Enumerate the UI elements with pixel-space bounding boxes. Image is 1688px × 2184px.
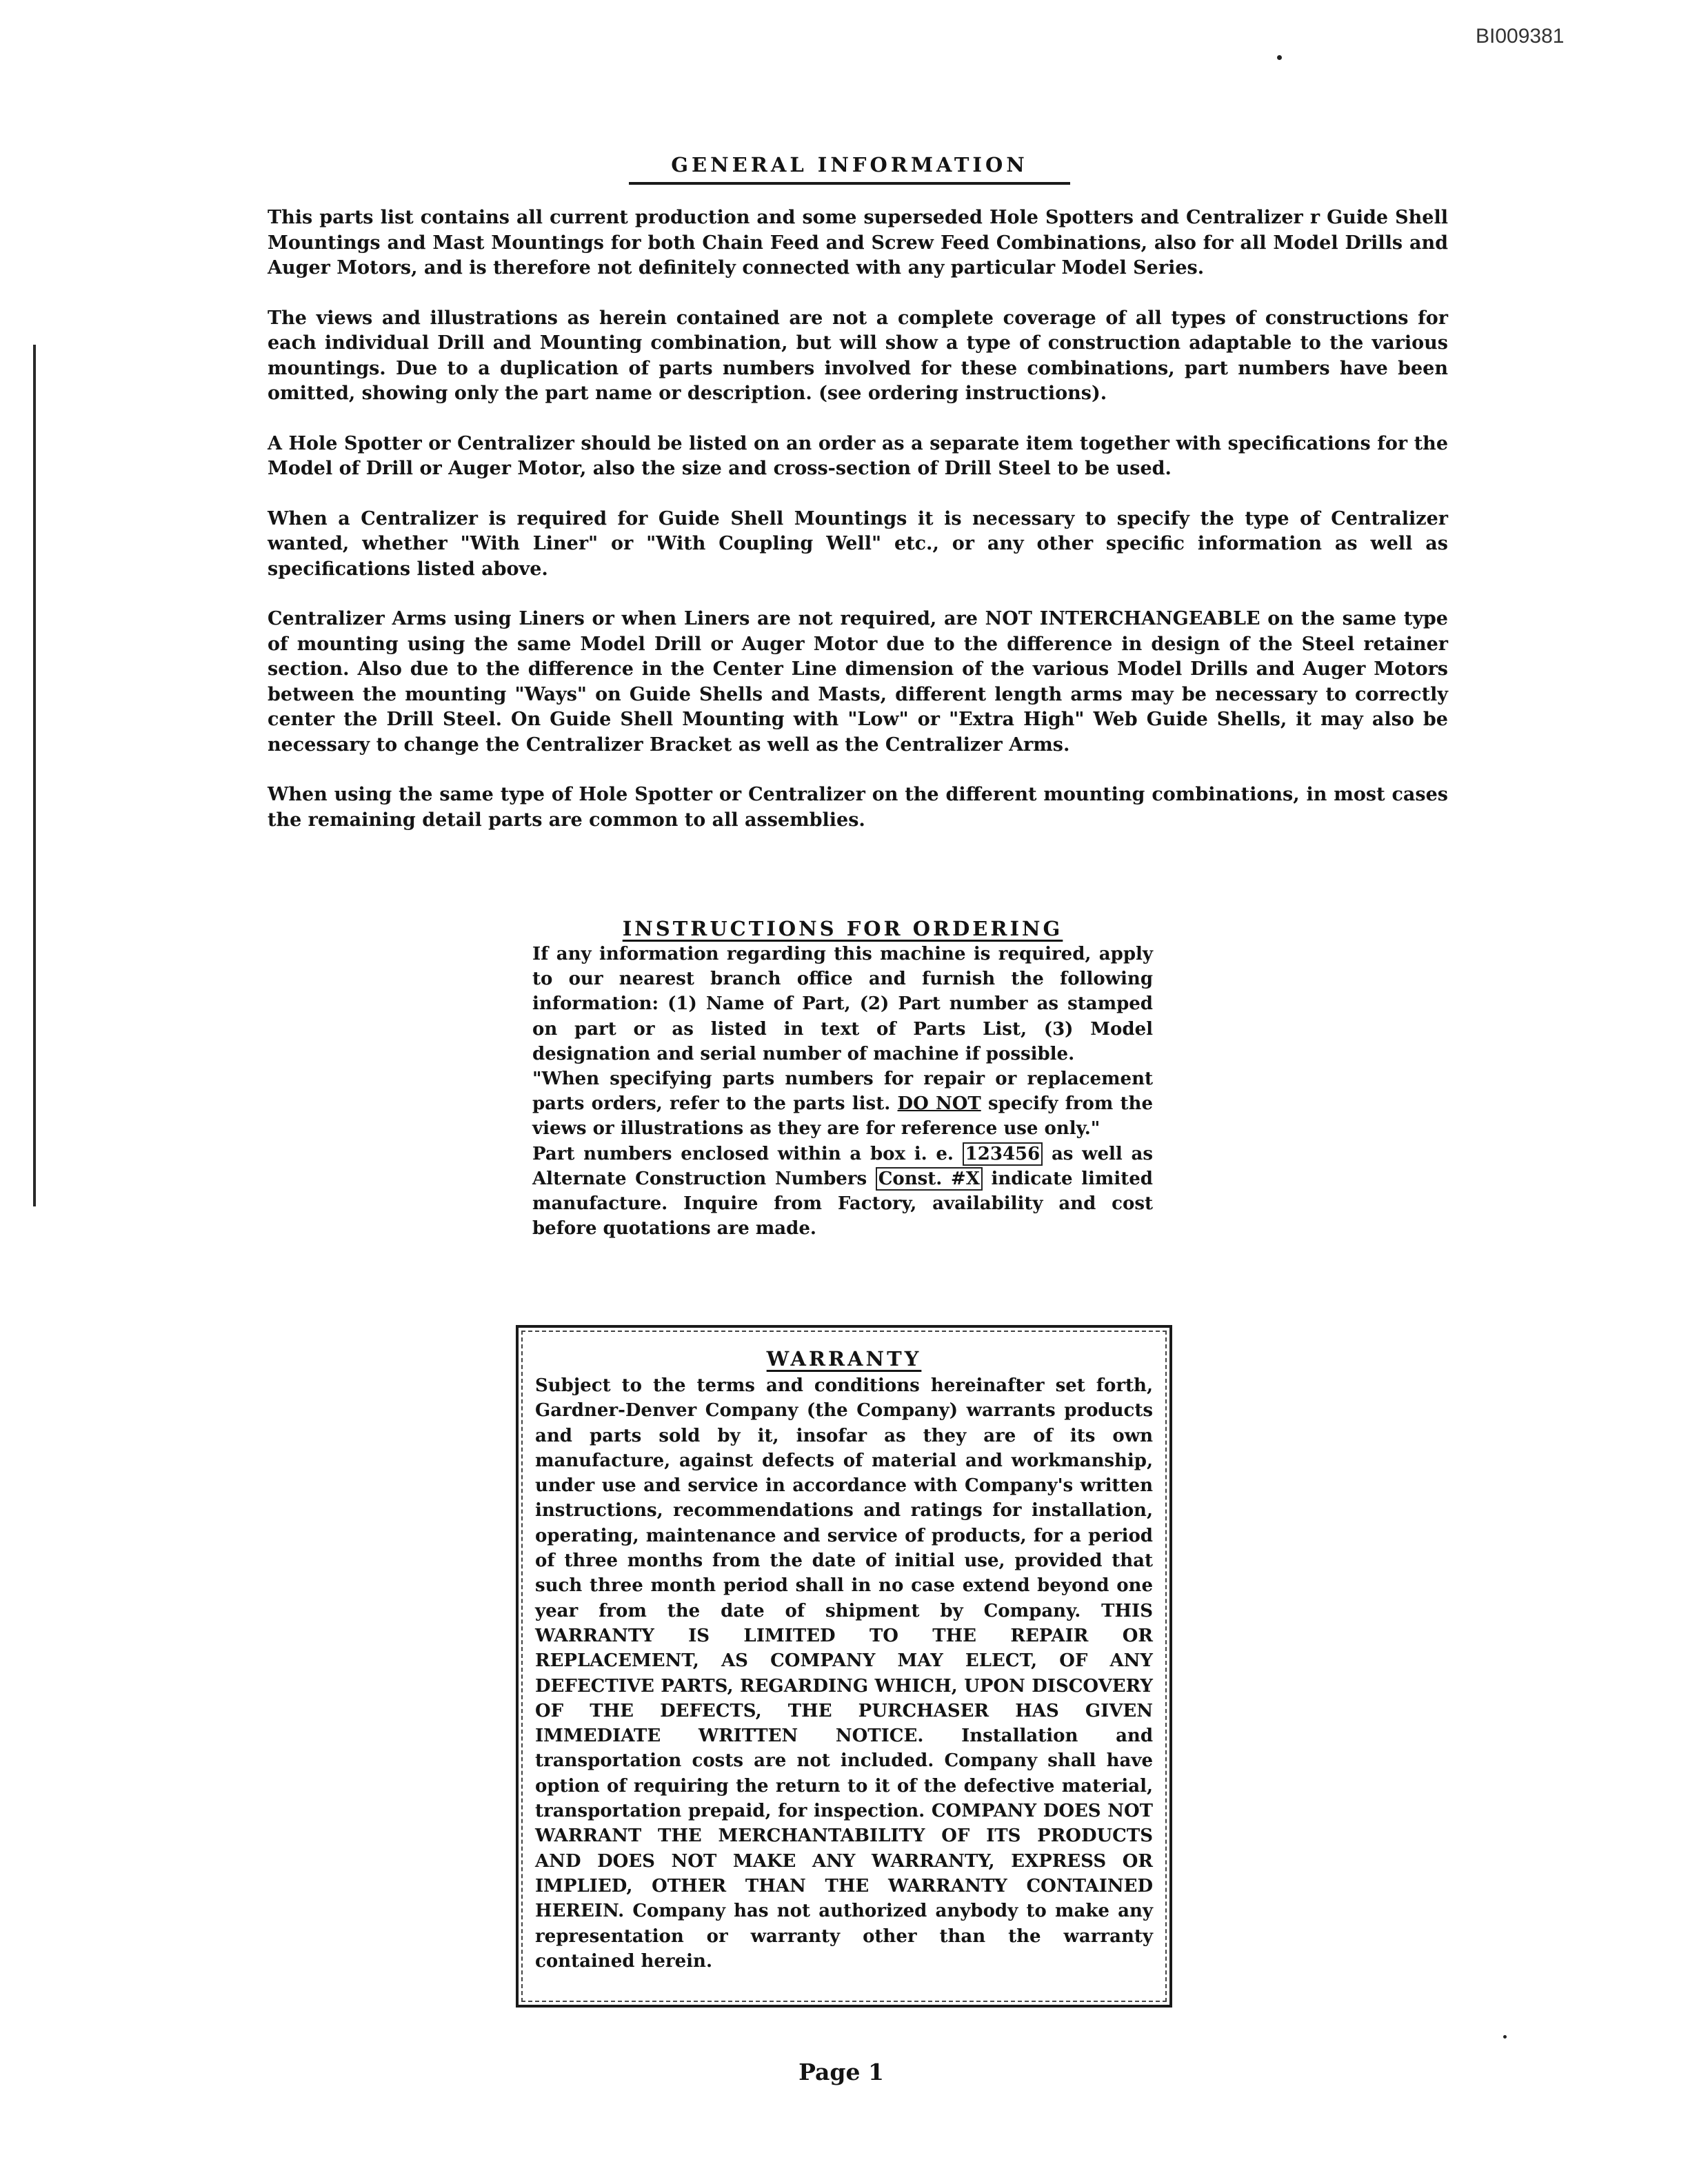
specifying-text-end: specify from the views or illustrations as they are for reference use only." [532,1093,1153,1140]
document-id: BI009381 [1476,25,1565,48]
page-heading: GENERAL INFORMATION [629,153,1070,185]
warranty-title: WARRANTY [766,1347,922,1371]
scan-speck [1503,2035,1507,2039]
example-construction-number-box: Const. #X [876,1167,983,1191]
general-information-body [268,205,1448,858]
page-number: Page 1 [798,2059,884,2085]
scan-speck [1277,55,1282,60]
paragraph: A Hole Spotter or Centralizer should be listed on an order as a separate item together with specifications for the Model of Drill or Auger Motor, also the size and cross-section of Drill Steel to be used. [268,432,1448,479]
paragraph: Centralizer Arms using Liners or when Liners are not required, are NOT INTERCHANGEABLE on the same type of mounting using the same Model Drill or Auger Motor due to the difference in design of the Steel retainer section. Also due to the difference in the Center Line dimension of the various Model Drills and Auger Motors between the mounting "Ways" on Guide Shells and Masts, different length arms may be necessary to correctly center the Drill Steel. On Guide Shell Mounting with "Low" or "Extra High" Web Guide Shells, it may also be necessary to change the Centralizer Bracket as well as the Centralizer Arms. [268,608,1448,756]
paragraph: When using the same type of Hole Spotter or Centralizer on the different mounting combinations, in most cases the remaining detail parts are common to all assemblies. [268,784,1448,831]
paragraph: The views and illustrations as herein contained are not a complete coverage of all types of constructions for each individual Drill and Mounting combination, but will show a type of construction adaptable to the various mountings. Due to a duplication of parts numbers involved for these combinations, part numbers have been omitted, showing only the part name or description. (see ordering instructions). [268,307,1448,404]
scan-margin-line [33,345,36,1206]
paragraph: This parts list contains all current production and some superseded Hole Spotters and Centralizer r Guide Shell Mountings and Mast Mountings for both Chain Feed and Screw Feed Combinations, also for all Model Drills and Auger Motors, and is therefore not definitely connected with any particular Model Series. [268,207,1448,279]
ordering-info-paragraph: If any information regarding this machine is required, apply to our nearest branch office and furnish the following information: (1) Name of Part, (2) Part number as stamped on part or as listed in text of Parts List, (3) Model designation and serial number of machine if possible. [532,944,1153,1064]
paragraph: When a Centralizer is required for Guide Shell Mountings it is necessary to specify the type of Centralizer wanted, whether "With Liner" or "With Coupling Well" etc., or any other specific information as well as specifications listed above. [268,507,1448,580]
warranty-box [516,1325,1172,2008]
do-not-emphasis: DO NOT [897,1093,981,1115]
ordering-instructions [532,917,1153,1241]
example-part-number-box: 123456 [963,1142,1043,1166]
warranty-text: Subject to the terms and conditions hereinafter set forth, Gardner-Denver Company (the Company) warrants products and parts sold by it, insofar as they are of its own manufacture, against defects of material and workmanship, under use and service in accordance with Company's written instructions, recommendations and ratings for installation, operating, maintenance and service of products, for a period of three months from the date of initial use, provided that such three month period shall in no case extend beyond one year from the date of shipment by Company. THIS WARRANTY IS LIMITED TO THE REPAIR OR REPLACEMENT, AS COMPANY MAY ELECT, OF ANY DEFECTIVE PARTS, REGARDING WHICH, UPON DISCOVERY OF THE DEFECTS, THE PURCHASER HAS GIVEN IMMEDIATE WRITTEN NOTICE. Installation and transportation costs are not included. Company shall have option of requiring the return to it of the defective material, transportation prepaid, for inspection. COMPANY DOES NOT WARRANT THE MERCHANTABILITY OF ITS PRODUCTS AND DOES NOT MAKE ANY WARRANTY, EXPRESS OR IMPLIED, OTHER THAN THE WARRANTY CONTAINED HEREIN. Company has not authorized anybody to make any representation or warranty other than the warranty contained herein. [535,1375,1153,1972]
specifying-parts-paragraph [532,1066,1153,1142]
specifying-text: "When specifying parts numbers for repair or replacement parts orders, refer to the parts list. [532,1069,1153,1115]
boxed-numbers-paragraph [532,1142,1153,1242]
boxed-numbers-text: Part numbers enclosed within a box i. e. [532,1143,954,1164]
ordering-instructions-title: INSTRUCTIONS FOR ORDERING [622,917,1063,940]
boxed-numbers-text: as well as Alternate Construction Numbers [532,1143,1154,1189]
boxed-numbers-text: indicate limited manufacture. Inquire from Factory, availability and cost before quotations are made. [532,1168,1153,1240]
